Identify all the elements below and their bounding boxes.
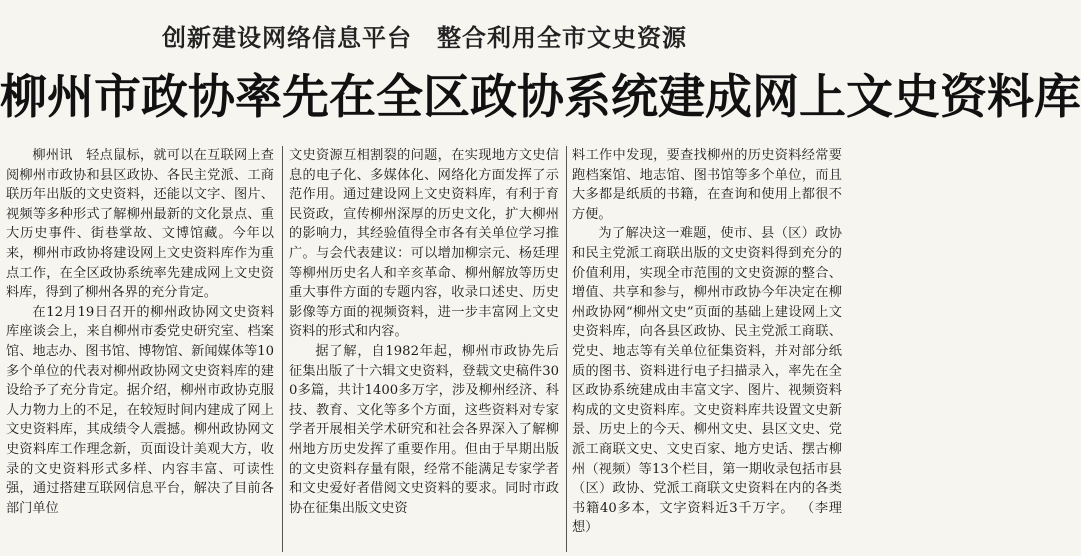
article-headline: 柳州市政协率先在全区政协系统建成网上文史资料库 xyxy=(0,70,1081,125)
paragraph: 据了解，自1982年起，柳州市政协先后征集出版了十六辑文史资料，登载文史稿件300多篇，共计1400多万字，涉及柳州经济、科技、教育、文化等多个方面，这些资料对专家学者开展相关学术研究和社会各界深入了解柳州地方历史发挥了重要作用。但由于早期出版的文史资料存量有限，经常不能满足专家学者和文史爱好者借阅文史资料的要求。同时市政协在征集出版文史资 xyxy=(289,343,559,516)
article-column-2 xyxy=(289,146,559,552)
article-column-3 xyxy=(572,146,842,552)
article-body xyxy=(6,146,844,552)
paragraph: 在12月19日召开的柳州政协网文史资料库座谈会上，来自柳州市委党史研究室、档案馆、地志办、图书馆、博物馆、新闻媒体等10多个单位的代表对柳州政协网文史资料库的建设给予了充分肯定。据介绍，柳州市政协克服人力物力上的不足，在较短时间内建成了网上文史资料库，其成绩令人震撼。柳州政协网文史资料库工作理念新，页面设计美观大方，收录的文史资料形式多样、内容丰富、可读性强，通过搭建互联网信息平台，解决了目前各部门单位 xyxy=(6,304,274,516)
paragraph-text: 为了解决这一难题，使市、县（区）政协和民主党派工商联出版的文史资料得到充分的价值利用，实现全市范围的文史资源的整合、增值、共享和参与，柳州市政协今年决定在柳州政协网“柳州文史”页面的基础上建设网上文史资料库，向各县区政协、民主党派工商联、党史、地志等有关单位征集资料，并对部分纸质的图书、资料进行电子扫描录入，率先在全区政协系统建成由丰富文字、图片、视频资料构成的文史资料库。文史资料库共设置文史新景、历史上的今天、柳州文史、县区文史、党派工商联文史、文史百家、地方史话、摆古柳州（视频）等13个栏目，第一期收录包括市县（区）政协、党派工商联文史资料在内的各类书籍40多本，文字资料近3千万字。 xyxy=(572,226,842,516)
paragraph: 料工作中发现，要查找柳州的历史资料经常要跑档案馆、地志馆、图书馆等多个单位，而且大多都是纸质的书籍，在查询和使用上都很不方便。 xyxy=(572,148,842,222)
article-subtitle: 创新建设网络信息平台 整合利用全市文史资源 xyxy=(162,24,687,52)
column-divider xyxy=(566,146,567,552)
column-divider xyxy=(282,146,283,552)
paragraph xyxy=(572,224,842,538)
paragraph: 柳州讯 轻点鼠标，就可以在互联网上查阅柳州市政协和县区政协、各民主党派、工商联历年出版的文史资料，还能以文字、图片、视频等多种形式了解柳州最新的文化景点、重大历史事件、街巷掌故、文博馆藏。今年以来，柳州市政协将建设网上文史资料库作为重点工作，在全区政协系统率先建成网上文史资料库，得到了柳州各界的充分肯定。 xyxy=(6,148,274,301)
article-column-1 xyxy=(6,146,274,552)
paragraph: 文史资源互相割裂的问题，在实现地方文史信息的电子化、多媒体化、网络化方面发挥了示范作用。通过建设网上文史资料库，有利于育民资政，宣传柳州深厚的历史文化，扩大柳州的影响力，其经验值得全市各有关单位学习推广。与会代表建议：可以增加柳宗元、杨廷理等柳州历史名人和辛亥革命、柳州解放等历史重大事件方面的专题内容，收录口述史、历史影像等方面的视频资料，进一步丰富网上文史资料的形式和内容。 xyxy=(289,148,559,340)
article-byline: （李理想） xyxy=(572,500,842,536)
